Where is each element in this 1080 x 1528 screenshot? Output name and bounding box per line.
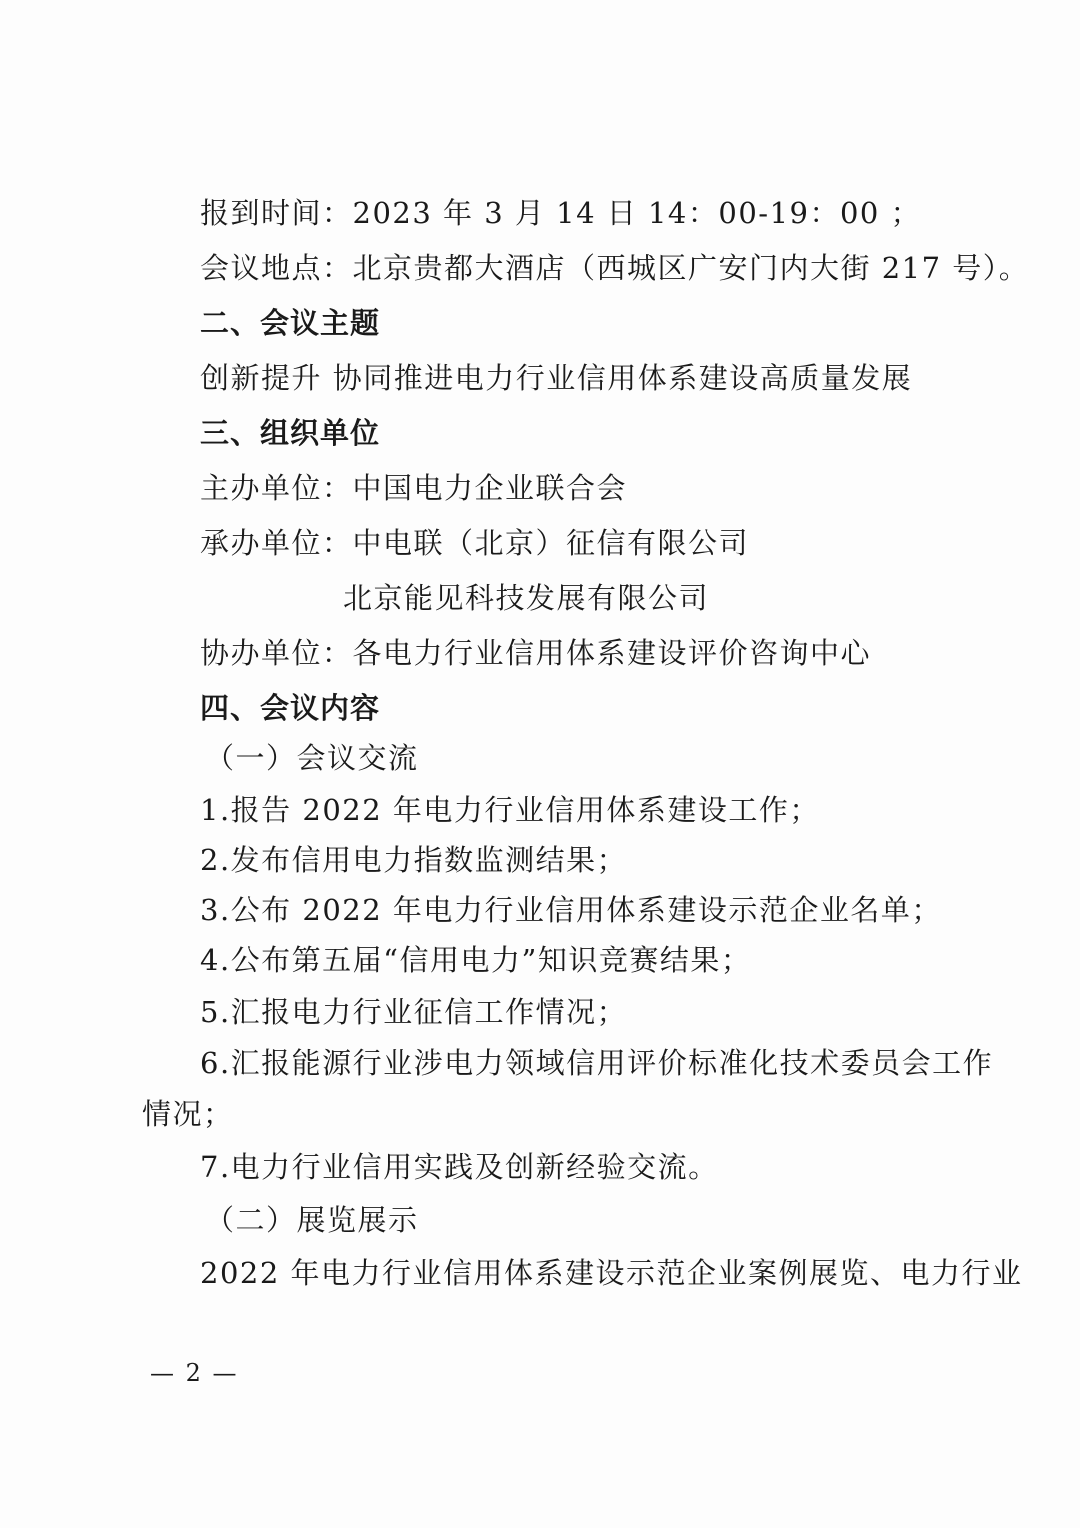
- section-heading-content: 四、会议内容: [200, 691, 381, 725]
- list-item-2: 2.发布信用电力指数监测结果；: [200, 843, 628, 877]
- host-unit: 主办单位：中国电力企业联合会: [200, 471, 628, 505]
- co-organizer-unit: 协办单位：各电力行业信用体系建设评价咨询中心: [200, 636, 872, 670]
- registration-time: 报到时间：2023 年 3 月 14 日 14：00-19：00 ；: [200, 196, 922, 230]
- list-item-4: 4.公布第五届“信用电力”知识竞赛结果；: [200, 943, 752, 977]
- subsection-exhibition: （二）展览展示: [205, 1203, 419, 1237]
- section-heading-organizers: 三、组织单位: [200, 416, 381, 450]
- meeting-theme: 创新提升 协同推进电力行业信用体系建设高质量发展: [200, 361, 913, 395]
- organizer-unit-2: 北京能见科技发展有限公司: [343, 581, 710, 615]
- list-item-6-continuation: 情况；: [142, 1097, 234, 1131]
- list-item-1: 1.报告 2022 年电力行业信用体系建设工作；: [200, 793, 820, 827]
- organizer-unit: 承办单位：中电联（北京）征信有限公司: [200, 526, 750, 560]
- exhibition-description: 2022 年电力行业信用体系建设示范企业案例展览、电力行业: [200, 1256, 1023, 1290]
- page-number: — 2 —: [150, 1359, 239, 1387]
- list-item-5: 5.汇报电力行业征信工作情况；: [200, 995, 628, 1029]
- list-item-7: 7.电力行业信用实践及创新经验交流。: [200, 1150, 719, 1184]
- subsection-exchange: （一）会议交流: [205, 741, 419, 775]
- section-heading-theme: 二、会议主题: [200, 306, 381, 340]
- list-item-3: 3.公布 2022 年电力行业信用体系建设示范企业名单；: [200, 893, 942, 927]
- list-item-6: 6.汇报能源行业涉电力领域信用评价标准化技术委员会工作: [200, 1046, 994, 1080]
- meeting-venue: 会议地点：北京贵都大酒店（西城区广安门内大街 217 号）。: [200, 251, 1030, 285]
